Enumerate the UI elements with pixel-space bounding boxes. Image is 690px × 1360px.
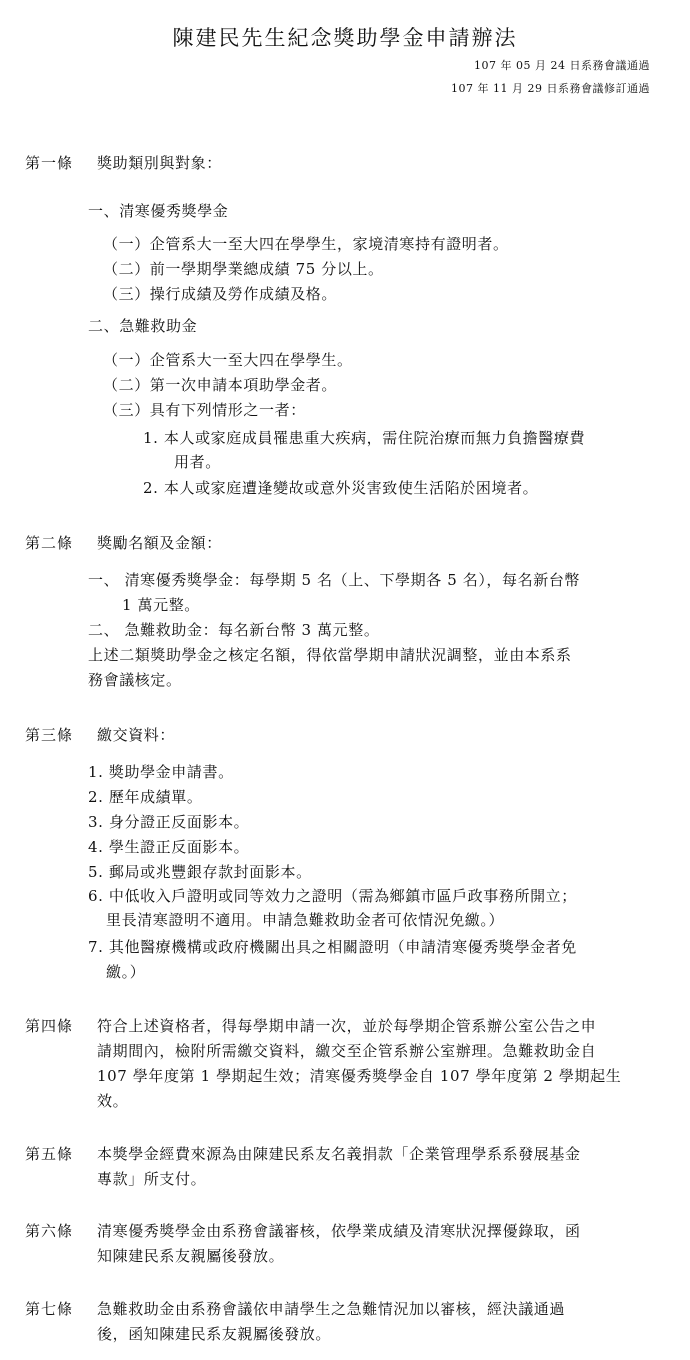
paragraph-line: 上述二類獎助學金之核定名額，得依當學期申請狀況調整，並由本系系 <box>88 646 572 664</box>
list-item: 7. 其他醫療機構或政府機關出具之相關證明（申請清寒優秀獎學金者免 <box>88 938 577 956</box>
paragraph-line: 本獎學金經費來源為由陳建民系友名義捐款「企業管理學系系發展基金 <box>97 1145 581 1163</box>
list-item: 2. 歷年成績單。 <box>88 788 203 806</box>
list-item: 1. 獎助學金申請書。 <box>88 763 234 781</box>
article-label: 第二條 <box>25 534 74 552</box>
paragraph-line: 務會議核定。 <box>88 671 182 689</box>
list-item-cont: 里長清寒證明不適用。申請急難救助金者可依情況免繳。） <box>106 911 505 929</box>
list-item: 二、 急難救助金：每名新台幣 3 萬元整。 <box>88 621 380 639</box>
paragraph-line: 效。 <box>97 1092 129 1110</box>
paragraph-line: 急難救助金由系務會議依申請學生之急難情況加以審核，經決議通過 <box>97 1300 566 1318</box>
category-title: 二、急難救助金 <box>88 317 198 335</box>
paragraph-line: 符合上述資格者，得每學期申請一次，並於每學期企管系辦公室公告之申 <box>97 1017 597 1035</box>
list-item: （一）企管系大一至大四在學學生。 <box>103 351 353 369</box>
list-item: 一、 清寒優秀獎學金：每學期 5 名（上、下學期各 5 名），每名新台幣 <box>88 571 581 589</box>
paragraph-line: 請期間內，檢附所需繳交資料，繳交至企管系辦公室辦理。急難救助金自 <box>97 1042 597 1060</box>
article-heading: 獎勵名額及金額： <box>97 534 222 552</box>
paragraph-line: 專款」所支付。 <box>97 1170 207 1188</box>
article-heading: 獎助類別與對象： <box>97 154 222 172</box>
article-label: 第四條 <box>25 1017 74 1035</box>
article-heading: 繳交資料： <box>97 726 176 744</box>
list-item: （二）第一次申請本項助學金者。 <box>103 376 338 394</box>
paragraph-line: 清寒優秀獎學金由系務會議審核，依學業成績及清寒狀況擇優錄取，函 <box>97 1222 581 1240</box>
list-item: （三）具有下列情形之一者： <box>103 401 306 419</box>
revision-date: 107 年 11 月 29 日系務會議修訂通過 <box>451 82 650 95</box>
paragraph-line: 後，函知陳建民系友親屬後發放。 <box>97 1325 332 1343</box>
paragraph-line: 107 學年度第 1 學期起生效；清寒優秀獎學金自 107 學年度第 2 學期起生 <box>97 1067 622 1085</box>
article-label: 第七條 <box>25 1300 74 1318</box>
document-title: 陳建民先生紀念獎助學金申請辦法 <box>172 26 518 50</box>
list-item: 3. 身分證正反面影本。 <box>88 813 250 831</box>
list-item: （三）操行成績及勞作成績及格。 <box>103 285 338 303</box>
list-item-cont: 1 萬元整。 <box>122 596 200 614</box>
sub-list-item: 1. 本人或家庭成員罹患重大疾病，需住院治療而無力負擔醫療費 <box>143 429 586 447</box>
sub-list-item-cont: 用者。 <box>174 453 221 471</box>
list-item: 5. 郵局或兆豐銀存款封面影本。 <box>88 863 312 881</box>
article-label: 第六條 <box>25 1222 74 1240</box>
list-item: 4. 學生證正反面影本。 <box>88 838 250 856</box>
approval-date: 107 年 05 月 24 日系務會議通過 <box>474 59 650 72</box>
article-label: 第一條 <box>25 154 74 172</box>
paragraph-line: 知陳建民系友親屬後發放。 <box>97 1247 285 1265</box>
sub-list-item: 2. 本人或家庭遭逢變故或意外災害致使生活陷於困境者。 <box>143 479 539 497</box>
list-item: 6. 中低收入戶證明或同等效力之證明（需為鄉鎮市區戶政事務所開立； <box>88 887 577 905</box>
article-label: 第三條 <box>25 726 74 744</box>
list-item-cont: 繳。） <box>106 963 146 981</box>
article-label: 第五條 <box>25 1145 74 1163</box>
list-item: （二）前一學期學業總成績 75 分以上。 <box>103 260 384 278</box>
list-item: （一）企管系大一至大四在學學生，家境清寒持有證明者。 <box>103 235 509 253</box>
category-title: 一、清寒優秀獎學金 <box>88 202 229 220</box>
